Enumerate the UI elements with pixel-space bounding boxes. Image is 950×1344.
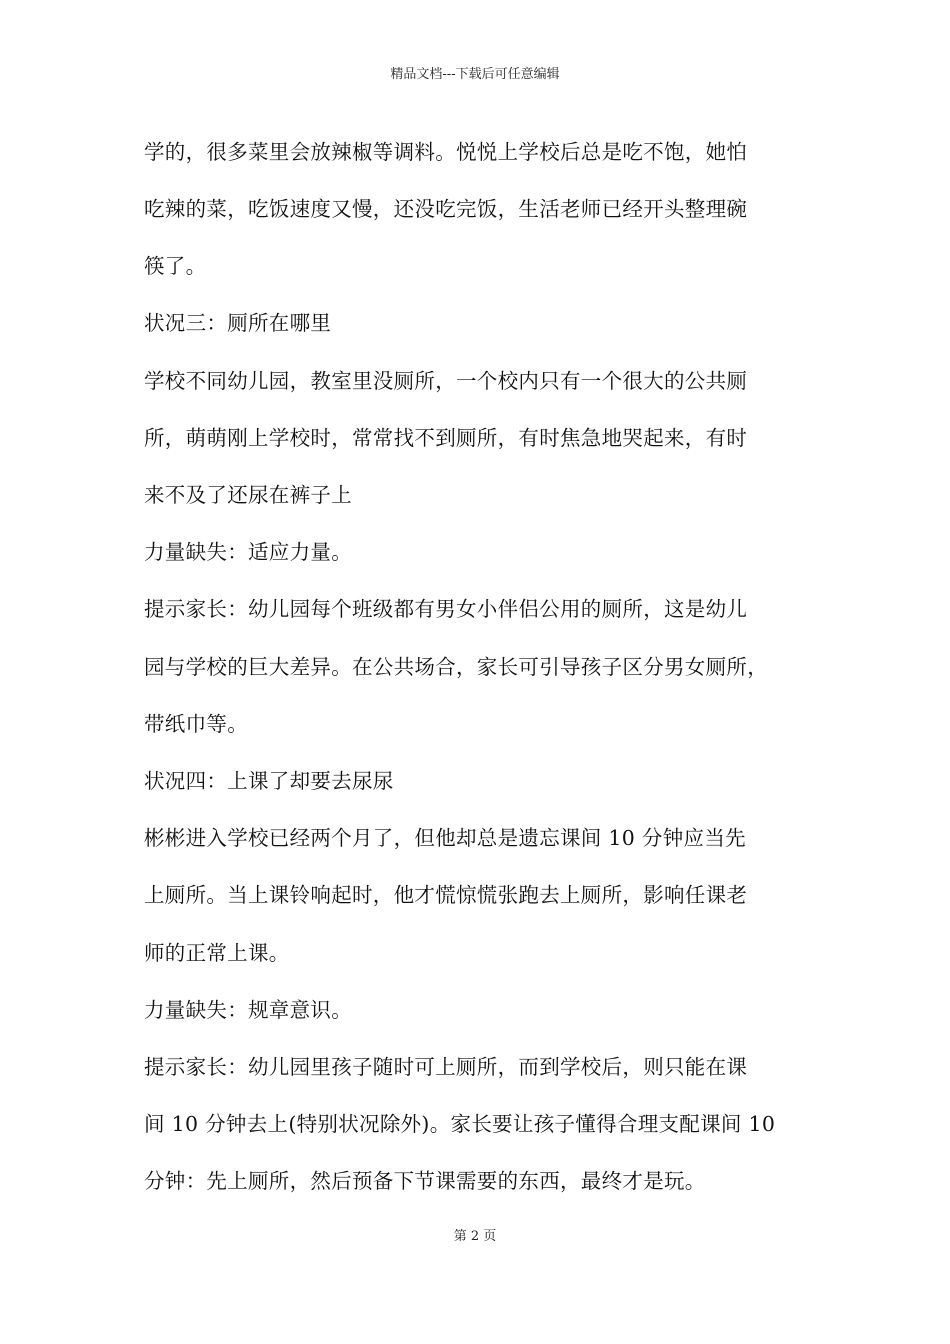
text-line: 学校不同幼儿园，教室里没厕所，一个校内只有一个很大的公共厕 — [144, 369, 748, 393]
text-line: 学的，很多菜里会放辣椒等调料。悦悦上学校后总是吃不饱，她怕 — [144, 140, 748, 164]
text-line: 吃辣的菜，吃饭速度又慢，还没吃完饭，生活老师已经开头整理碗 — [144, 197, 748, 221]
text-line: 力量缺失：适应力量。 — [144, 540, 352, 564]
text-line: 带纸巾等。 — [144, 712, 248, 736]
page-header: 精品文档---下载后可任意编辑 — [390, 67, 560, 82]
text-line: 所，萌萌刚上学校时，常常找不到厕所，有时焦急地哭起来，有时 — [144, 426, 748, 450]
text-line: 提示家长：幼儿园里孩子随时可上厕所，而到学校后，则只能在课 — [144, 1055, 748, 1079]
text-line: 力量缺失：规章意识。 — [144, 998, 352, 1022]
section-heading: 状况三：厕所在哪里 — [144, 311, 332, 335]
text-line: 提示家长：幼儿园每个班级都有男女小伴侣公用的厕所，这是幼儿 — [144, 597, 748, 621]
text-line: 分钟：先上厕所，然后预备下节课需要的东西，最终才是玩。 — [144, 1169, 706, 1193]
text-line: 园与学校的巨大差异。在公共场合，家长可引导孩子区分男女厕所， — [144, 655, 768, 679]
text-line: 间 10 分钟去上(特别状况除外)。家长要让孩子懂得合理支配课间 10 — [144, 1112, 776, 1136]
text-line: 筷了。 — [144, 254, 207, 278]
text-line: 上厕所。当上课铃响起时，他才慌惊慌张跑去上厕所，影响任课老 — [144, 883, 748, 907]
text-line: 彬彬进入学校已经两个月了，但他却总是遗忘课间 10 分钟应当先 — [144, 826, 746, 850]
page-number: 第 2 页 — [453, 1229, 497, 1244]
text-line: 来不及了还尿在裤子上 — [144, 483, 352, 507]
text-line: 师的正常上课。 — [144, 941, 290, 965]
section-heading: 状况四：上课了却要去尿尿 — [144, 769, 394, 793]
